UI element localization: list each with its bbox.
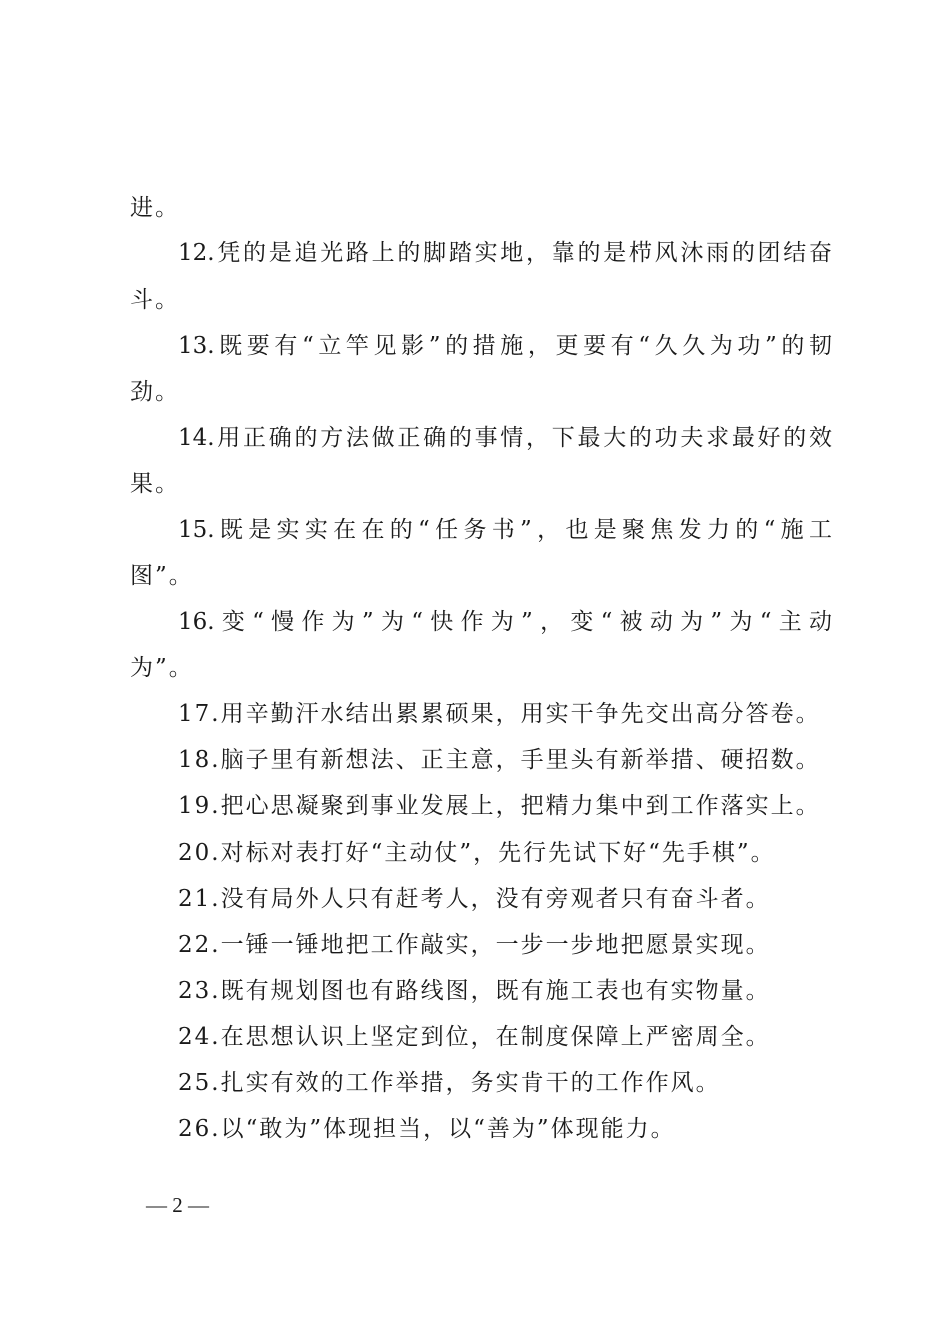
text-line: 15.既是实实在在的“任务书”，也是聚焦发力的“施工 bbox=[178, 517, 832, 543]
text-line: 25.扎实有效的工作举措，务实肯干的工作作风。 bbox=[178, 1070, 721, 1096]
text-line: 26.以“敢为”体现担当，以“善为”体现能力。 bbox=[178, 1116, 676, 1142]
text-line: 13.既要有“立竿见影”的措施，更要有“久久为功”的韧 bbox=[178, 333, 832, 359]
text-line: 21.没有局外人只有赶考人，没有旁观者只有奋斗者。 bbox=[178, 886, 771, 912]
text-line: 22.一锤一锤地把工作敲实，一步一步地把愿景实现。 bbox=[178, 932, 771, 958]
text-line: 24.在思想认识上坚定到位，在制度保障上严密周全。 bbox=[178, 1024, 771, 1050]
text-line: 斗。 bbox=[130, 287, 180, 313]
text-line: 17.用辛勤汗水结出累累硕果，用实干争先交出高分答卷。 bbox=[178, 701, 821, 727]
text-line: 18.脑子里有新想法、正主意，手里头有新举措、硬招数。 bbox=[178, 747, 821, 773]
text-line: 19.把心思凝聚到事业发展上，把精力集中到工作落实上。 bbox=[178, 793, 821, 819]
text-line: 20.对标对表打好“主动仗”，先行先试下好“先手棋”。 bbox=[178, 840, 776, 866]
text-line: 劲。 bbox=[130, 379, 180, 405]
text-line: 16.变“慢作为”为“快作为”，变“被动为”为“主动 bbox=[178, 609, 832, 635]
page-number: — 2 — bbox=[146, 1193, 209, 1217]
text-line: 进。 bbox=[130, 195, 180, 221]
text-line: 果。 bbox=[130, 471, 180, 497]
text-line: 14.用正确的方法做正确的事情，下最大的功夫求最好的效 bbox=[178, 425, 832, 451]
text-line: 23.既有规划图也有路线图，既有施工表也有实物量。 bbox=[178, 978, 771, 1004]
text-line: 图”。 bbox=[130, 563, 194, 589]
text-line: 为”。 bbox=[130, 655, 194, 681]
text-line: 12.凭的是追光路上的脚踏实地，靠的是栉风沐雨的团结奋 bbox=[178, 240, 832, 266]
